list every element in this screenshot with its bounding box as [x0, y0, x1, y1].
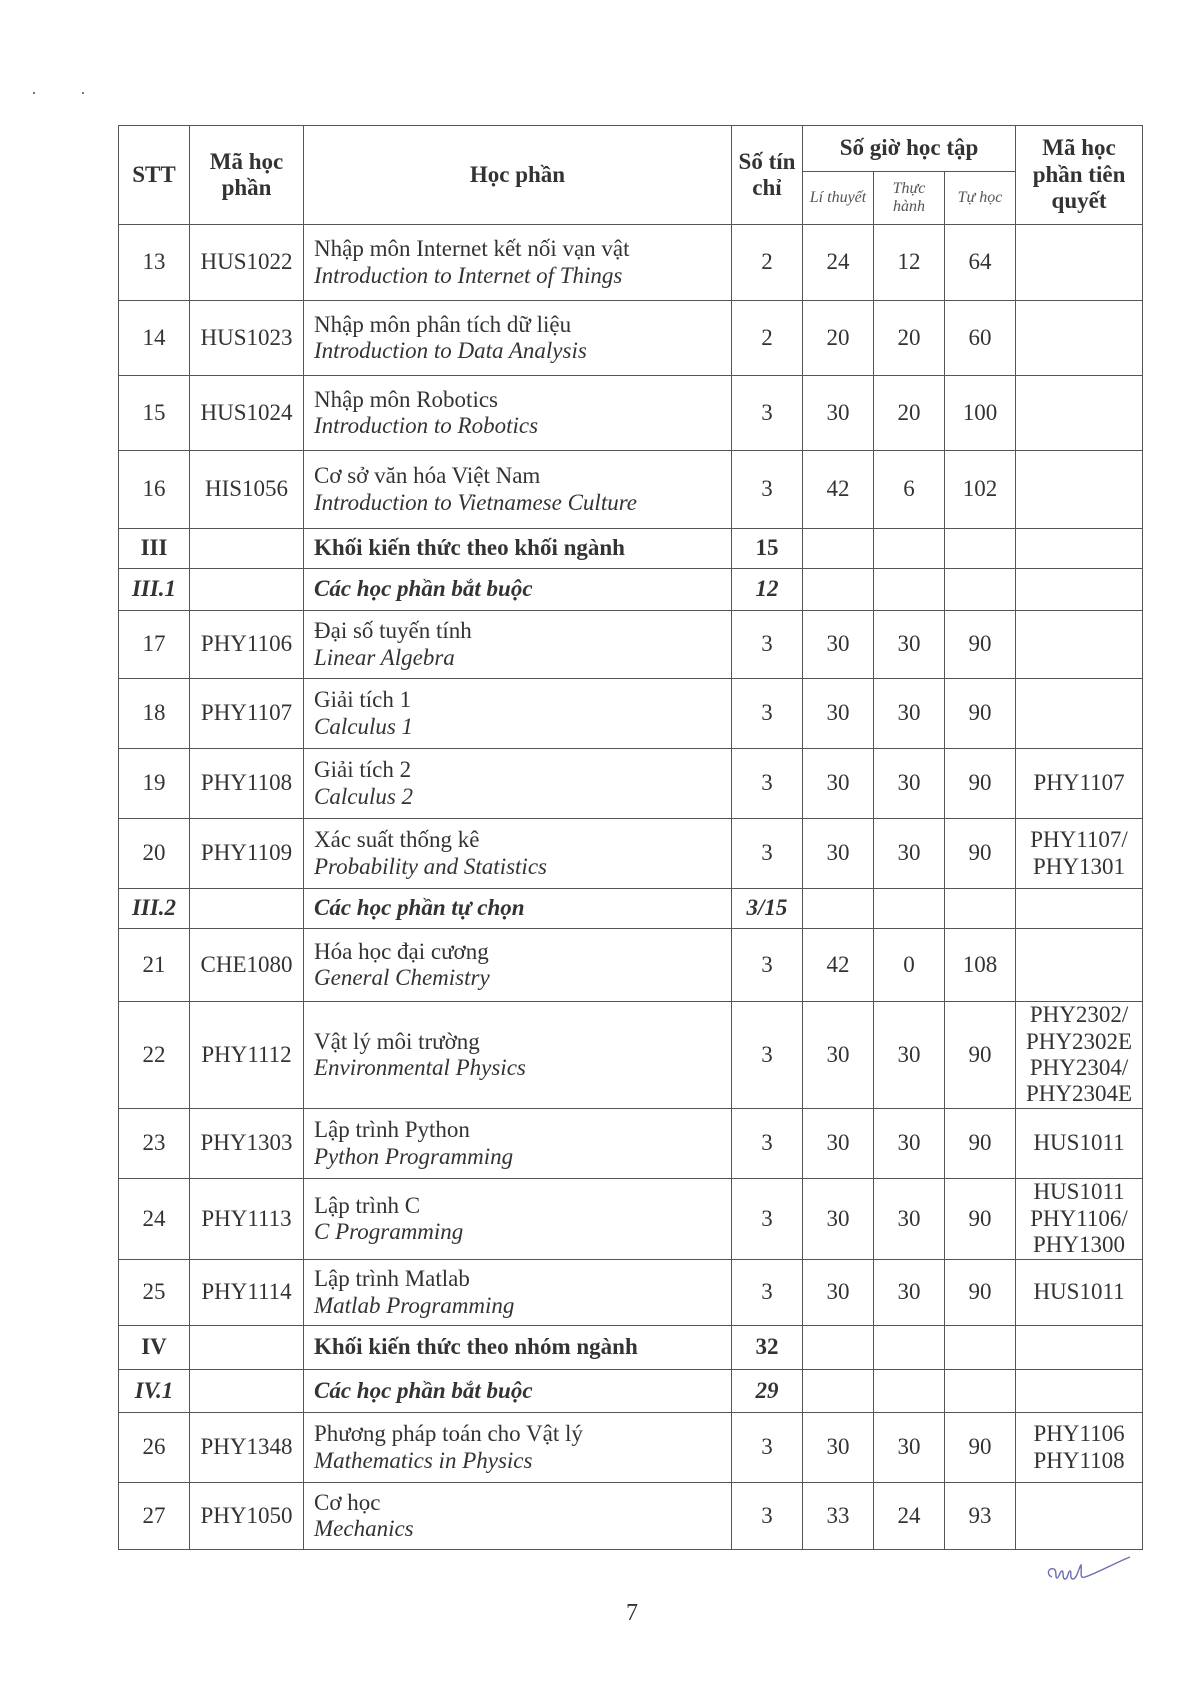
cell-credits: 29: [732, 1370, 803, 1413]
cell-practice: 30: [874, 679, 945, 749]
cell-code: PHY1108: [190, 749, 304, 819]
cell-code: HIS1056: [190, 451, 304, 529]
course-name-vi: Cơ sở văn hóa Việt Nam: [314, 463, 541, 489]
cell-credits: 3: [732, 1179, 803, 1260]
header-credits: Số tín chỉ: [732, 126, 803, 225]
cell-course-name: [304, 1179, 732, 1260]
cell-theory: 42: [803, 451, 874, 529]
cell-theory: 30: [803, 1002, 874, 1109]
cell-code: HUS1024: [190, 376, 304, 451]
cell-stt: 25: [119, 1260, 190, 1326]
cell-practice: 6: [874, 451, 945, 529]
cell-theory: 33: [803, 1483, 874, 1550]
cell-code: PHY1109: [190, 819, 304, 889]
header-code: Mã học phần: [190, 126, 304, 225]
curriculum-table: [118, 125, 1143, 1550]
scan-speck: [33, 92, 35, 94]
cell-theory: [803, 889, 874, 929]
cell-section-title: Các học phần bắt buộc: [304, 569, 732, 611]
cell-course-name: [304, 929, 732, 1002]
cell-theory: 30: [803, 679, 874, 749]
cell-practice: 20: [874, 301, 945, 376]
course-name-vi: Đại số tuyến tính: [314, 618, 472, 644]
cell-credits: 3: [732, 749, 803, 819]
cell-prereq: HUS1011: [1016, 1260, 1143, 1326]
cell-code: PHY1114: [190, 1260, 304, 1326]
cell-self-study: [945, 1370, 1016, 1413]
header-course: Học phần: [304, 126, 732, 225]
course-name-en: Matlab Programming: [314, 1292, 515, 1318]
cell-course-name: [304, 451, 732, 529]
cell-credits: 3: [732, 611, 803, 679]
cell-credits: 3: [732, 929, 803, 1002]
header-prereq: Mã học phần tiên quyết: [1016, 126, 1143, 225]
cell-theory: 20: [803, 301, 874, 376]
cell-practice: 24: [874, 1483, 945, 1550]
cell-self-study: 90: [945, 1002, 1016, 1109]
cell-course-name: [304, 679, 732, 749]
cell-prereq: PHY1106 PHY1108: [1016, 1413, 1143, 1483]
course-name-vi: Giải tích 2: [314, 757, 412, 783]
cell-section-title: Các học phần tự chọn: [304, 889, 732, 929]
cell-self-study: 90: [945, 819, 1016, 889]
cell-theory: 30: [803, 749, 874, 819]
table-row: [119, 611, 1143, 679]
table-row: [119, 1483, 1143, 1550]
cell-code: PHY1112: [190, 1002, 304, 1109]
cell-course-name: [304, 1413, 732, 1483]
cell-practice: [874, 889, 945, 929]
cell-self-study: 64: [945, 225, 1016, 301]
course-name-en: General Chemistry: [314, 965, 490, 990]
cell-self-study: 90: [945, 1109, 1016, 1179]
cell-self-study: [945, 529, 1016, 569]
cell-self-study: 90: [945, 749, 1016, 819]
cell-theory: 24: [803, 225, 874, 301]
section-row: [119, 1326, 1143, 1370]
cell-prereq: [1016, 301, 1143, 376]
table-row: [119, 451, 1143, 529]
cell-credits: 3: [732, 1413, 803, 1483]
table-row: [119, 1413, 1143, 1483]
cell-self-study: 90: [945, 611, 1016, 679]
course-name-en: Environmental Physics: [314, 1055, 526, 1080]
cell-prereq: [1016, 451, 1143, 529]
cell-credits: 3: [732, 1109, 803, 1179]
cell-self-study: 90: [945, 679, 1016, 749]
cell-self-study: 100: [945, 376, 1016, 451]
cell-section-title: Khối kiến thức theo nhóm ngành: [304, 1326, 732, 1370]
cell-course-name: [304, 1109, 732, 1179]
header-practice: Thực hành: [874, 172, 945, 225]
course-name-vi: Lập trình C: [314, 1192, 421, 1218]
cell-practice: 30: [874, 749, 945, 819]
cell-prereq: [1016, 929, 1143, 1002]
cell-course-name: [304, 225, 732, 301]
table-row: [119, 1179, 1143, 1260]
cell-code: PHY1106: [190, 611, 304, 679]
cell-theory: 42: [803, 929, 874, 1002]
cell-practice: [874, 1370, 945, 1413]
course-name-en: Introduction to Robotics: [314, 413, 539, 438]
cell-credits: 12: [732, 569, 803, 611]
cell-prereq: [1016, 889, 1143, 929]
cell-course-name: [304, 819, 732, 889]
cell-prereq: PHY1107: [1016, 749, 1143, 819]
cell-code: PHY1050: [190, 1483, 304, 1550]
cell-self-study: 60: [945, 301, 1016, 376]
section-row: [119, 529, 1143, 569]
cell-stt: 14: [119, 301, 190, 376]
course-name-en: Probability and Statistics: [314, 853, 547, 879]
cell-code: HUS1022: [190, 225, 304, 301]
cell-stt: 16: [119, 451, 190, 529]
page-number: 7: [626, 1600, 638, 1626]
cell-course-name: [304, 301, 732, 376]
course-name-en: Calculus 1: [314, 713, 414, 739]
cell-theory: 30: [803, 1109, 874, 1179]
table-row: [119, 819, 1143, 889]
table-row: [119, 1109, 1143, 1179]
cell-stt: 22: [119, 1002, 190, 1109]
cell-stt: 20: [119, 819, 190, 889]
table-row: [119, 679, 1143, 749]
cell-self-study: [945, 569, 1016, 611]
cell-self-study: 102: [945, 451, 1016, 529]
course-name-en: Linear Algebra: [314, 644, 455, 670]
course-name-vi: Hóa học đại cương: [314, 938, 489, 964]
cell-prereq: PHY1107/ PHY1301: [1016, 819, 1143, 889]
cell-self-study: [945, 1326, 1016, 1370]
cell-stt: IV.1: [119, 1370, 190, 1413]
cell-theory: 30: [803, 376, 874, 451]
cell-prereq: HUS1011 PHY1106/ PHY1300: [1016, 1179, 1143, 1260]
cell-practice: 30: [874, 1413, 945, 1483]
cell-prereq: [1016, 679, 1143, 749]
table-row: [119, 1260, 1143, 1326]
cell-practice: 0: [874, 929, 945, 1002]
cell-credits: 3: [732, 1260, 803, 1326]
course-name-vi: Nhập môn phân tích dữ liệu: [314, 311, 572, 337]
table-row: [119, 1002, 1143, 1109]
cell-stt: 19: [119, 749, 190, 819]
cell-prereq: [1016, 611, 1143, 679]
course-name-vi: Nhập môn Internet kết nối vạn vật: [314, 236, 630, 262]
cell-practice: 30: [874, 819, 945, 889]
cell-theory: [803, 1326, 874, 1370]
cell-course-name: [304, 1002, 732, 1109]
cell-prereq: [1016, 1370, 1143, 1413]
cell-code: [190, 569, 304, 611]
table-row: [119, 929, 1143, 1002]
cell-self-study: [945, 889, 1016, 929]
table-row: [119, 376, 1143, 451]
scan-speck: [82, 92, 84, 94]
cell-stt: 13: [119, 225, 190, 301]
cell-code: HUS1023: [190, 301, 304, 376]
cell-stt: III.1: [119, 569, 190, 611]
cell-stt: 17: [119, 611, 190, 679]
course-name-en: Mechanics: [314, 1516, 414, 1541]
cell-credits: 3: [732, 819, 803, 889]
cell-credits: 3: [732, 1483, 803, 1550]
cell-prereq: [1016, 225, 1143, 301]
cell-self-study: 93: [945, 1483, 1016, 1550]
course-name-vi: Phương pháp toán cho Vật lý: [314, 1421, 583, 1447]
table-row: [119, 301, 1143, 376]
cell-practice: 20: [874, 376, 945, 451]
cell-section-title: Khối kiến thức theo khối ngành: [304, 529, 732, 569]
cell-credits: 2: [732, 225, 803, 301]
course-name-en: Introduction to Vietnamese Culture: [314, 489, 638, 515]
cell-credits: 3/15: [732, 889, 803, 929]
cell-practice: 30: [874, 611, 945, 679]
cell-code: CHE1080: [190, 929, 304, 1002]
header-theory: Lí thuyết: [803, 172, 874, 225]
cell-practice: [874, 529, 945, 569]
course-name-en: C Programming: [314, 1219, 464, 1244]
cell-course-name: [304, 1483, 732, 1550]
table-row: [119, 225, 1143, 301]
cell-prereq: PHY2302/ PHY2302E PHY2304/ PHY2304E: [1016, 1002, 1143, 1109]
cell-code: [190, 529, 304, 569]
cell-course-name: [304, 1260, 732, 1326]
cell-credits: 3: [732, 376, 803, 451]
cell-theory: [803, 569, 874, 611]
section-row: [119, 1370, 1143, 1413]
cell-credits: 3: [732, 1002, 803, 1109]
course-name-vi: Giải tích 1: [314, 687, 412, 713]
header-hours: Số giờ học tập: [803, 126, 1016, 172]
cell-theory: [803, 1370, 874, 1413]
cell-stt: 26: [119, 1413, 190, 1483]
cell-course-name: [304, 611, 732, 679]
cell-prereq: HUS1011: [1016, 1109, 1143, 1179]
cell-credits: 32: [732, 1326, 803, 1370]
cell-stt: 21: [119, 929, 190, 1002]
cell-practice: 30: [874, 1002, 945, 1109]
cell-practice: 30: [874, 1179, 945, 1260]
course-name-en: Introduction to Internet of Things: [314, 262, 623, 288]
cell-self-study: 90: [945, 1179, 1016, 1260]
cell-theory: 30: [803, 819, 874, 889]
cell-prereq: [1016, 529, 1143, 569]
course-name-vi: Nhập môn Robotics: [314, 386, 498, 412]
cell-prereq: [1016, 1326, 1143, 1370]
cell-code: PHY1303: [190, 1109, 304, 1179]
cell-course-name: [304, 749, 732, 819]
cell-self-study: 90: [945, 1413, 1016, 1483]
cell-practice: 30: [874, 1109, 945, 1179]
cell-practice: 30: [874, 1260, 945, 1326]
cell-prereq: [1016, 569, 1143, 611]
cell-stt: 23: [119, 1109, 190, 1179]
cell-stt: 27: [119, 1483, 190, 1550]
cell-stt: III: [119, 529, 190, 569]
cell-stt: III.2: [119, 889, 190, 929]
cell-theory: 30: [803, 1179, 874, 1260]
cell-code: PHY1113: [190, 1179, 304, 1260]
table-row: [119, 749, 1143, 819]
cell-theory: [803, 529, 874, 569]
cell-theory: 30: [803, 611, 874, 679]
cell-practice: [874, 1326, 945, 1370]
course-name-vi: Lập trình Python: [314, 1117, 470, 1143]
cell-section-title: Các học phần bắt buộc: [304, 1370, 732, 1413]
cell-code: PHY1107: [190, 679, 304, 749]
cell-prereq: [1016, 376, 1143, 451]
cell-theory: 30: [803, 1413, 874, 1483]
cell-theory: 30: [803, 1260, 874, 1326]
course-name-vi: Lập trình Matlab: [314, 1266, 470, 1292]
cell-stt: IV: [119, 1326, 190, 1370]
cell-course-name: [304, 376, 732, 451]
course-name-en: Python Programming: [314, 1143, 514, 1169]
course-name-en: Calculus 2: [314, 783, 414, 809]
course-name-en: Mathematics in Physics: [314, 1447, 533, 1473]
course-name-vi: Xác suất thống kê: [314, 827, 480, 853]
cell-self-study: 90: [945, 1260, 1016, 1326]
cell-code: [190, 889, 304, 929]
cell-code: PHY1348: [190, 1413, 304, 1483]
course-name-en: Introduction to Data Analysis: [314, 338, 587, 363]
cell-credits: 3: [732, 679, 803, 749]
section-row: [119, 569, 1143, 611]
cell-stt: 15: [119, 376, 190, 451]
header-stt: STT: [119, 126, 190, 225]
cell-self-study: 108: [945, 929, 1016, 1002]
cell-credits: 15: [732, 529, 803, 569]
cell-credits: 3: [732, 451, 803, 529]
course-name-vi: Vật lý môi trường: [314, 1028, 480, 1054]
signature: [1040, 1555, 1135, 1590]
cell-stt: 24: [119, 1179, 190, 1260]
cell-code: [190, 1326, 304, 1370]
section-row: [119, 889, 1143, 929]
course-name-vi: Cơ học: [314, 1489, 381, 1515]
cell-practice: 12: [874, 225, 945, 301]
cell-practice: [874, 569, 945, 611]
cell-stt: 18: [119, 679, 190, 749]
header-self-study: Tự học: [945, 172, 1016, 225]
cell-prereq: [1016, 1483, 1143, 1550]
cell-code: [190, 1370, 304, 1413]
cell-credits: 2: [732, 301, 803, 376]
